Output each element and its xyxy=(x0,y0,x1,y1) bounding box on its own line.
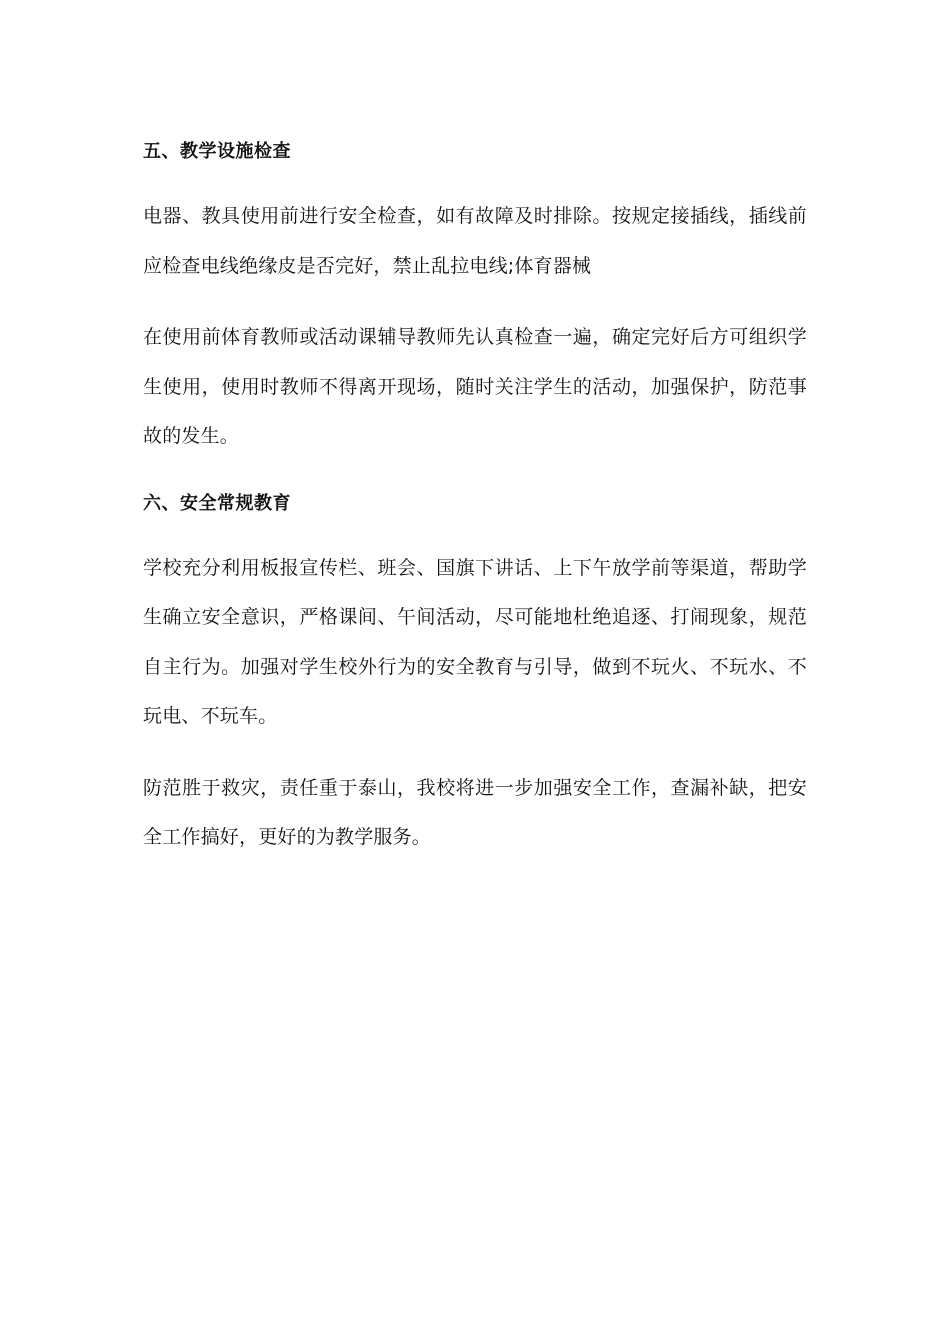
section-heading-facility-inspection: 五、教学设施检查 xyxy=(143,141,291,162)
document-body xyxy=(143,132,807,863)
paragraph: 学校充分利用板报宣传栏、班会、国旗下讲话、上下午放学前等渠道，帮助学生确立安全意识，严格课间、午间活动，尽可能地杜绝追逐、打闹现象，规范自主行为。加强对学生校外行为的安全教育与引导，做到不玩火、不玩水、不玩电、不玩车。 xyxy=(143,556,807,727)
paragraph: 电器、教具使用前进行安全检查，如有故障及时排除。按规定接插线，插线前应检查电线绝缘皮是否完好，禁止乱拉电线;体育器械 xyxy=(143,205,807,277)
paragraph: 防范胜于救灾，责任重于泰山，我校将进一步加强安全工作，查漏补缺，把安全工作搞好，更好的为教学服务。 xyxy=(143,776,807,848)
paragraph: 在使用前体育教师或活动课辅导教师先认真检查一遍，确定完好后方可组织学生使用，使用时教师不得离开现场，随时关注学生的活动，加强保护，防范事故的发生。 xyxy=(143,326,807,447)
section-heading-safety-education: 六、安全常规教育 xyxy=(143,492,291,514)
